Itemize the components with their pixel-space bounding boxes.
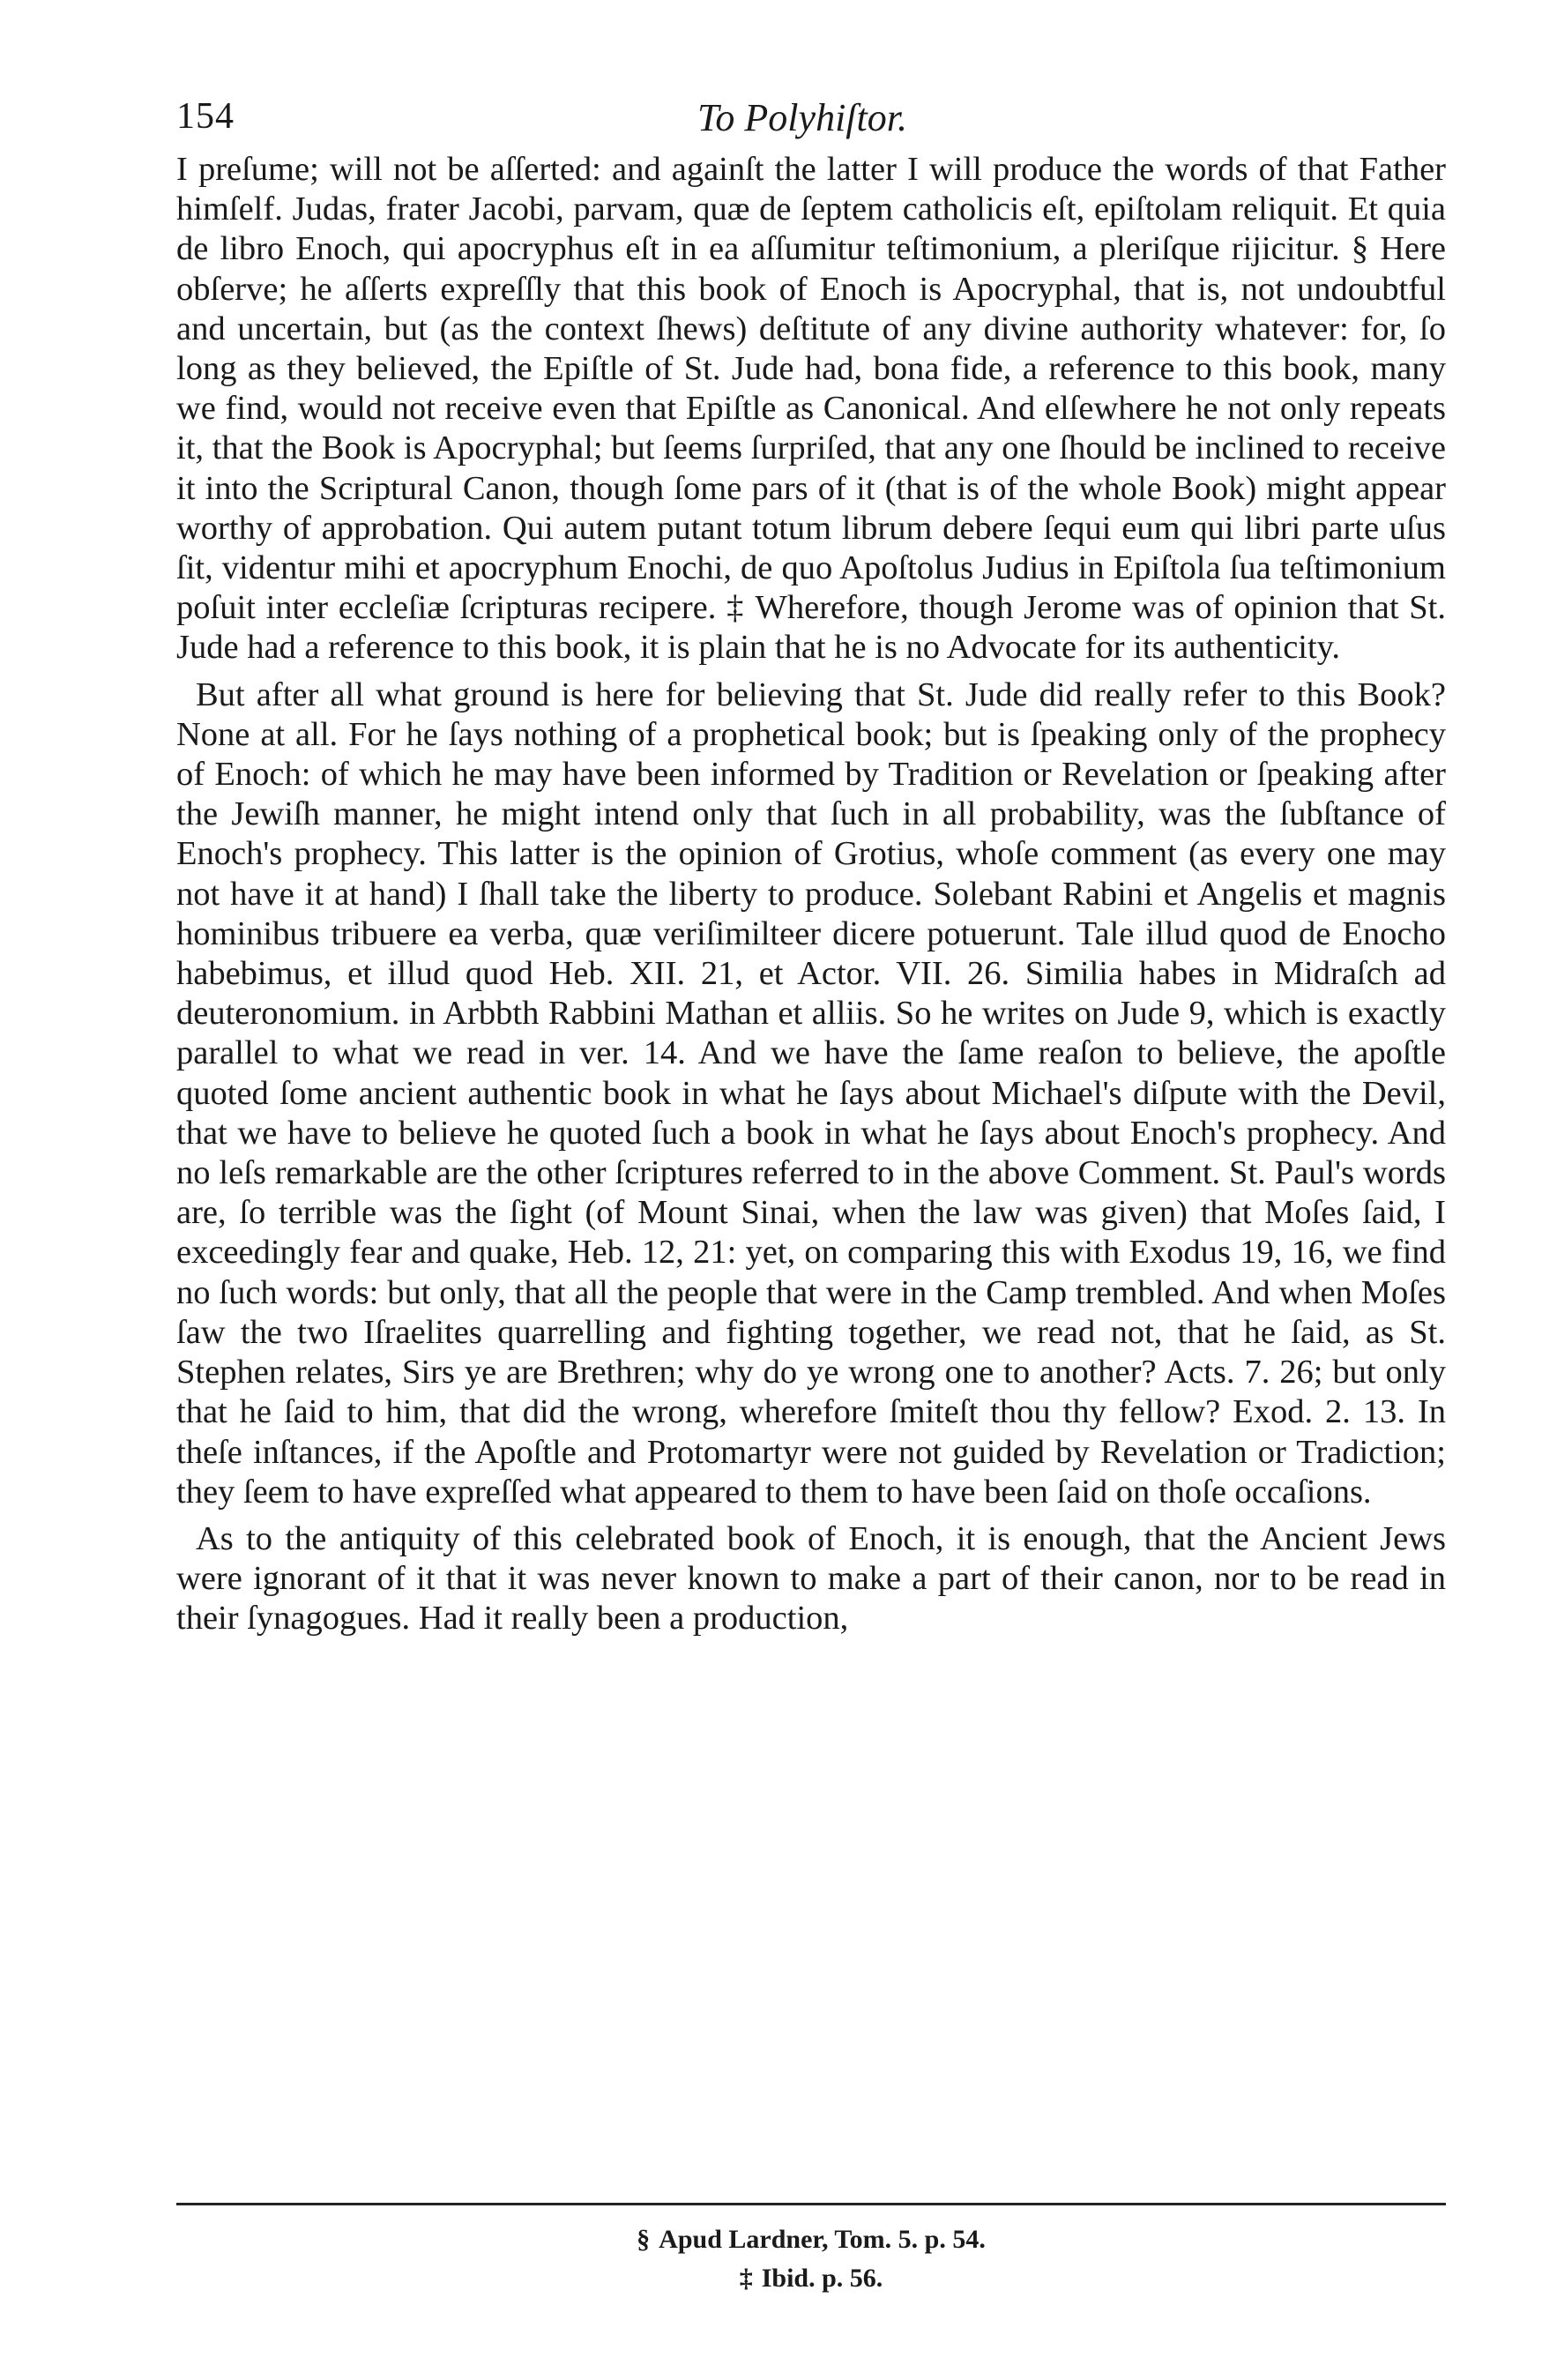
- paragraph-3: As to the antiquity of this celebrated book of Enoch, it is enough, that the Ancient Jews were ignorant of it that it was never known to make a part of their canon, nor to be read in their ſynagogues. Had it really been a production,: [176, 1519, 1446, 1638]
- paragraph-2: But after all what ground is here for believing that St. Jude did really refer to this Book? None at all. For he ſays nothing of a prophetical book; but is ſpeaking only of the prophecy of Enoch: of which he may have been informed by Tradition or Revelation or ſpeaking after the Jewiſh manner, he might intend only that ſuch in all probability, was the ſubſtance of Enoch's prophecy. This latter is the opinion of Grotius, whoſe comment (as every one may not have it at hand) I ſhall take the liberty to produce. Solebant Rabini et Angelis et magnis hominibus tribuere ea verba, quæ veriſimilteer dicere potuerunt. Tale illud quod de Enocho habebimus, et illud quod Heb. XII. 21, et Actor. VII. 26. Similia habes in Midraſch ad deuteronomium. in Arbbth Rabbini Mathan et alliis. So he writes on Jude 9, which is exactly parallel to what we read in ver. 14. And we have the ſame reaſon to believe, the apoſtle quoted ſome ancient authentic book in what he ſays about Michael's diſpute with the Devil, that we have to believe he quoted ſuch a book in what he ſays about Enoch's prophecy. And no leſs remarkable are the other ſcriptures referred to in the above Comment. St. Paul's words are, ſo terrible was the ſight (of Mount Sinai, when the law was given) that Moſes ſaid, I exceedingly fear and quake, Heb. 12, 21: yet, on comparing this with Exodus 19, 16, we find no ſuch words: but only, that all the people that were in the Camp trembled. And when Moſes ſaw the two Iſraelites quarrelling and fighting together, we read not, that he ſaid, as St. Stephen relates, Sirs ye are Brethren; why do ye wrong one to another? Acts. 7. 26; but only that he ſaid to him, that did the wrong, wherefore ſmiteſt thou thy fellow? Exod. 2. 13. In theſe inſtances, if the Apoſtle and Protomartyr were not guided by Revelation or Tradiction; they ſeem to have expreſſed what appeared to them to have been ſaid on thoſe occaſions.: [176, 675, 1446, 1511]
- page-header: [176, 95, 1428, 157]
- footnote-divider: [176, 2203, 1446, 2205]
- footnote-1: [176, 2220, 1446, 2259]
- footnote-text: Ibid. p. 56.: [761, 2264, 883, 2293]
- page-number: 154: [176, 96, 235, 137]
- footnote-mark: ‡: [739, 2264, 753, 2293]
- running-title: To Polyhiſtor.: [697, 96, 907, 139]
- paragraph-1: I preſume; will not be aſſerted: and againſt the latter I will produce the words of that Father himſelf. Judas, frater Jacobi, parvam, quæ de ſeptem catholicis eſt, epiſtolam reliquit. Et quia de libro Enoch, qui apocryphus eſt in ea aſſumitur teſtimonium, a pleriſque rijicitur. § Here obſerve; he aſſerts expreſſly that this book of Enoch is Apocryphal, that is, not undoubtful and uncertain, but (as the context ſhews) deſtitute of any divine authority whatever: for, ſo long as they believed, the Epiſtle of St. Jude had, bona fide, a reference to this book, many we find, would not receive even that Epiſtle as Canonical. And elſewhere he not only repeats it, that the Book is Apocryphal; but ſeems ſurpriſed, that any one ſhould be inclined to receive it into the Scriptural Canon, though ſome pars of it (that is of the whole Book) might appear worthy of approbation. Qui autem putant totum librum debere ſequi eum qui libri parte uſus ſit, videntur mihi et apocryphum Enochi, de quo Apoſtolus Judius in Epiſtola ſua teſtimonium poſuit inter eccleſiæ ſcripturas recipere. ‡ Wherefore, though Jerome was of opinion that St. Jude had a reference to this book, it is plain that he is no Advocate for its authenticity.: [176, 151, 1446, 667]
- body-text: [176, 150, 1446, 1639]
- footnote-text: Apud Lardner, Tom. 5. p. 54.: [659, 2225, 986, 2254]
- footnotes: [176, 2220, 1446, 2298]
- footnote-mark: §: [637, 2225, 651, 2254]
- footnote-2: [176, 2259, 1446, 2298]
